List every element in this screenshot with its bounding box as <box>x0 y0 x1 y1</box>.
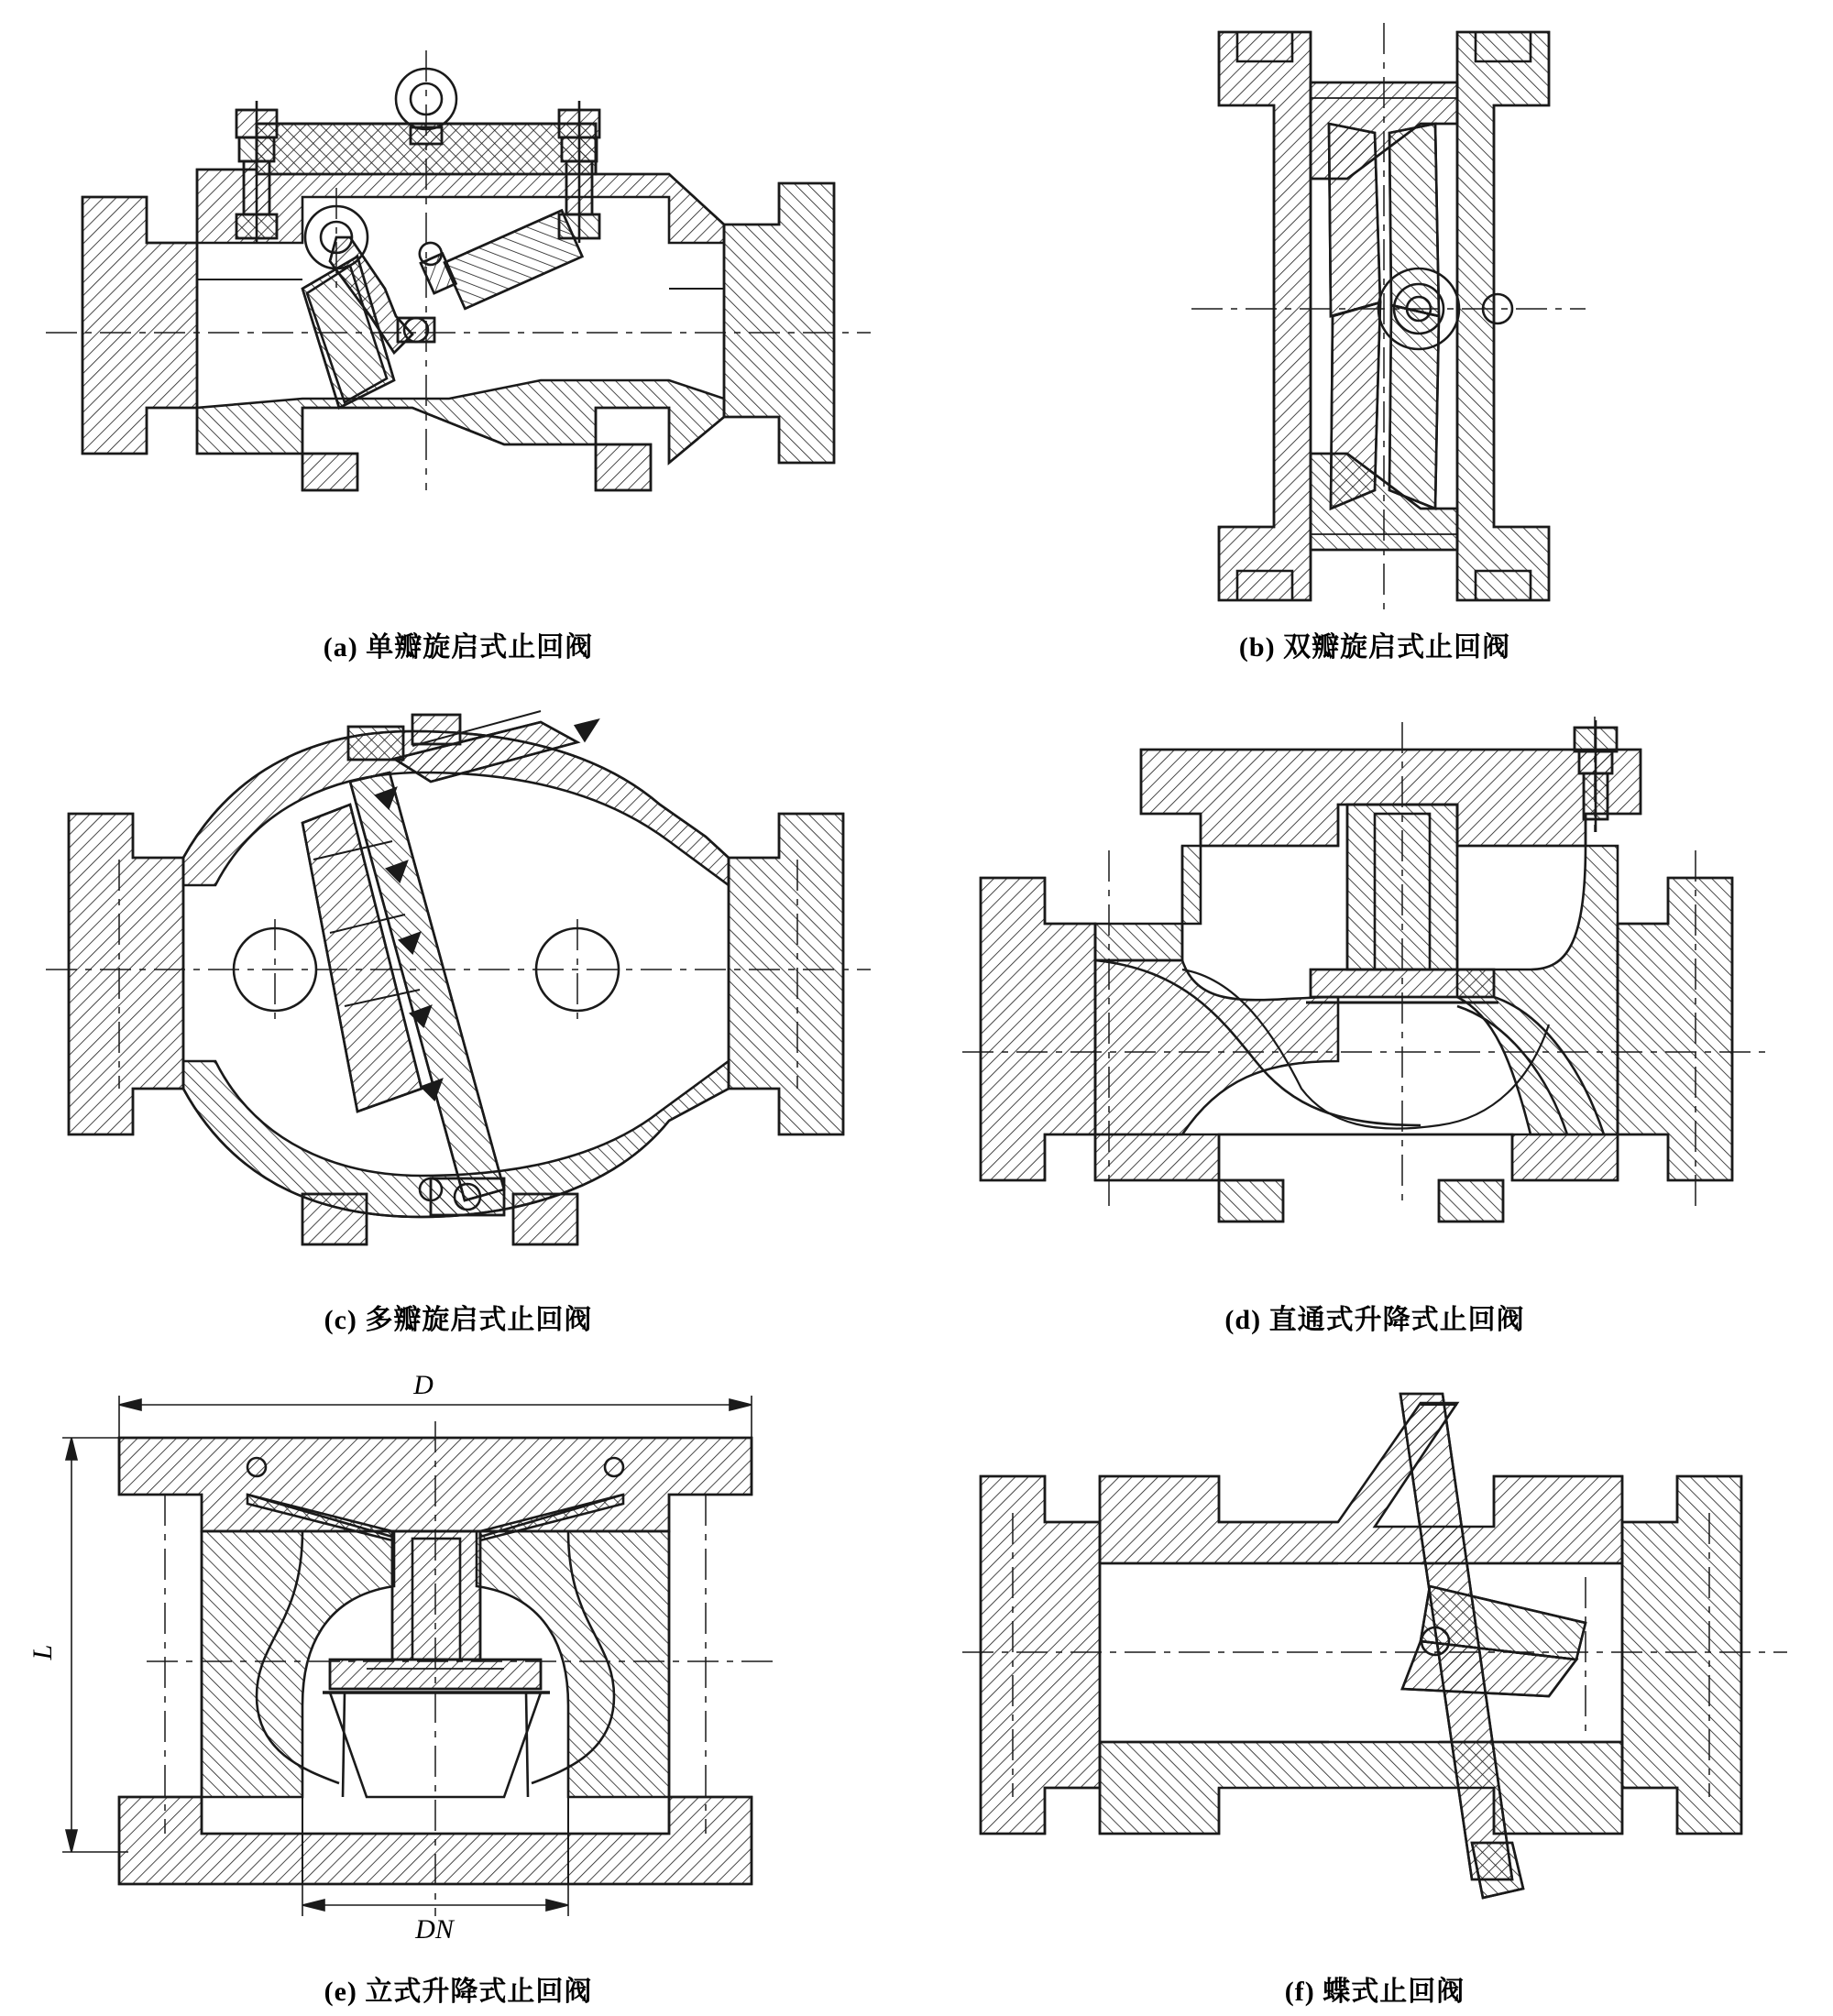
figure-b-artwork <box>916 0 1833 631</box>
figure-d-artwork <box>916 672 1833 1303</box>
figure-b-caption: (b) 双瓣旋启式止回阀 <box>1238 632 1511 663</box>
figure-c-caption: (c) 多瓣旋启式止回阀 <box>324 1304 593 1335</box>
dimension-dn-label: DN <box>415 1914 454 1945</box>
figure-a-caption: (a) 单瓣旋启式止回阀 <box>323 632 594 663</box>
figure-c <box>0 672 916 1343</box>
figure-f-caption: (f) 蝶式止回阀 <box>1284 1976 1465 2007</box>
figure-f-artwork <box>916 1344 1833 1976</box>
figure-b <box>916 0 1833 672</box>
figure-f <box>916 1344 1833 2016</box>
dimension-l-label: L <box>27 1644 58 1660</box>
figure-e <box>0 1344 916 2016</box>
figure-e-caption: (e) 立式升降式止回阀 <box>324 1976 593 2007</box>
figure-c-artwork <box>0 672 916 1303</box>
figure-e-artwork <box>0 1344 916 1976</box>
figure-a-artwork <box>0 0 916 631</box>
dimension-d-label: D <box>413 1370 434 1401</box>
figure-d <box>916 672 1833 1343</box>
figure-d-caption: (d) 直通式升降式止回阀 <box>1224 1304 1525 1335</box>
figure-a <box>0 0 916 672</box>
